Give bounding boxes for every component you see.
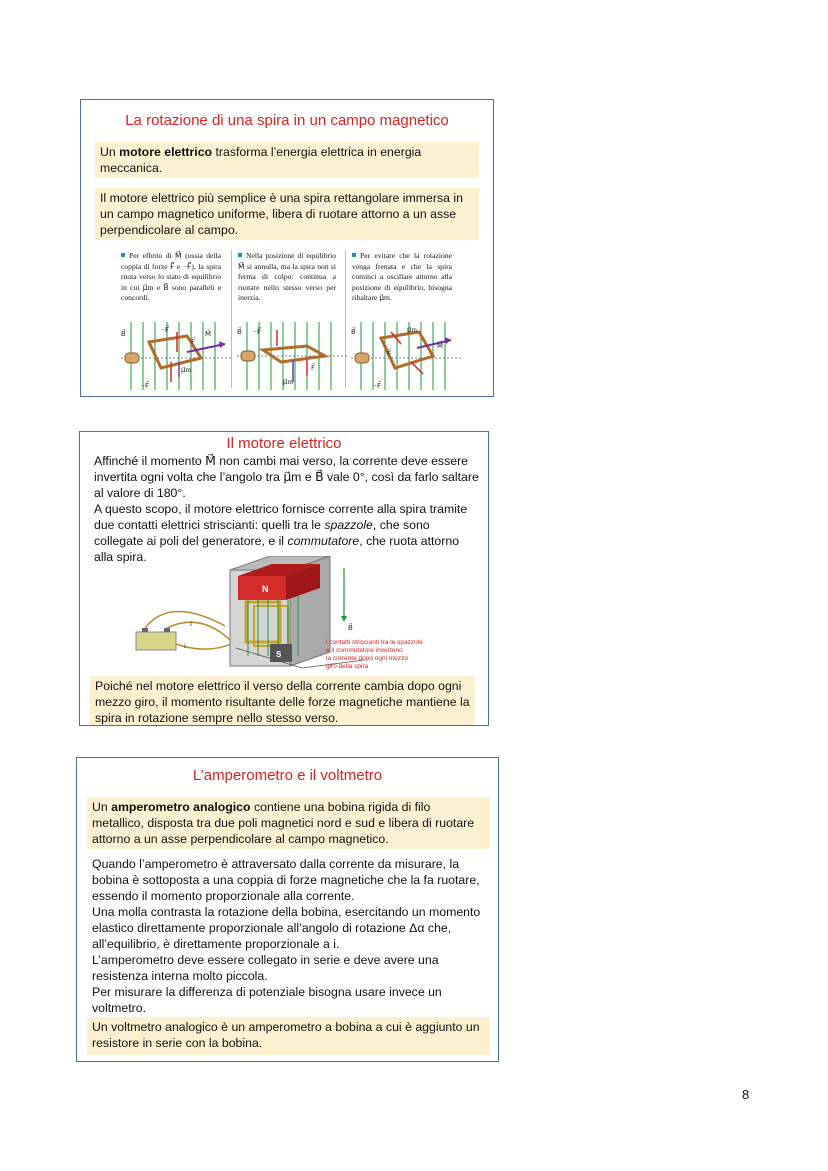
diagram-3 <box>351 322 461 390</box>
bullet-icon <box>121 253 125 257</box>
caption-line-1: i contatti striscianti tra le spazzole <box>326 639 423 646</box>
bullet-icon <box>352 253 356 257</box>
spira-diagrams <box>121 322 461 392</box>
amperometro-text <box>92 856 492 1016</box>
paragraph-momento: Affinché il momento M⃗ non cambi mai verso, la corrente deve essere invertita ogni volta che l’angolo tra μ⃗m e B⃗ vale 0°, così da farlo saltare al valore di 180°. <box>94 454 479 500</box>
mu-label: μ⃗m <box>283 378 293 386</box>
description-box: Il motore elettrico più semplice è una spira rettangolare immersa in un campo magnetico uniforme, libera di ruotare attorno a un asse perpendicolare al campo. <box>95 188 479 240</box>
magnet-south-label: S <box>276 650 282 659</box>
paragraph-corrente: Quando l’amperometro è attraversato dalla corrente da misurare, la bobina è sottoposta a una coppia di forze magnetiche che la fa ruotare, essendo il momento proporzionale alla corrente. <box>92 857 480 903</box>
f-label: F⃗ <box>311 364 316 372</box>
definition-box: Un motore elettrico trasforma l’energia elettrica in energia meccanica. <box>95 142 479 178</box>
b-label: B⃗ <box>351 328 356 336</box>
current-label-2: i <box>184 642 186 650</box>
column-text-3: Per evitare che la rotazione venga frenata e che la spira cominci a oscillare attorno alla posizione di equilibrio, bisogna ribaltare μ⃗m. <box>352 251 452 303</box>
slide-title: La rotazione di una spira in un campo magnetico <box>125 112 449 129</box>
diagram-1 <box>121 322 231 390</box>
minus-f-label: −F⃗ <box>373 382 381 390</box>
paragraph-molla: Una molla contrasta la rotazione della bobina, esercitando un momento elastico direttamente proporzionale all’angolo di rotazione Δα che, all’equilibrio, è direttamente proporzionale a i. <box>92 905 481 951</box>
m-label: M⃗ <box>437 342 444 350</box>
voltmetro-definition-box: Un voltmetro analogico è un amperometro a bobina a cui è aggiunto un resistore in serie con la bobina. <box>87 1017 490 1055</box>
mu-label: μ⃗m <box>181 366 191 374</box>
b-label: B⃗ <box>348 624 353 632</box>
magnet-north-label: N <box>262 584 269 594</box>
slide-title: L’amperometro e il voltmetro <box>192 767 383 784</box>
paragraph-contatti: A questo scopo, il motore elettrico fornisce corrente alla spira tramite due contatti elettrici striscianti: quelli tra le spazzole, che sono collegate ai poli del generatore, e il commutatore, che ruota attorno alla spira. <box>94 502 468 564</box>
page-number: 8 <box>742 1087 750 1102</box>
slide-motore-elettrico <box>79 431 489 726</box>
mu-label: μ⃗m <box>407 326 417 334</box>
slide-title: Il motore elettrico <box>226 435 342 452</box>
column-text-2: Nella posizione di equilibrio M⃗ si annulla, ma la spira non si ferma di colpo: continua a ruotare nello stesso verso per inerzia. <box>238 251 336 303</box>
m-label: M⃗ <box>205 330 212 338</box>
b-label: B⃗ <box>121 330 126 338</box>
b-label: B⃗ <box>237 328 242 336</box>
conclusion-box: Poiché nel motore elettrico il verso della corrente cambia dopo ogni mezzo giro, il momento risultante delle forze magnetiche mantiene la spira in rotazione sempre nello stesso verso. <box>90 676 475 725</box>
caption-line-3: la corrente dopo ogni mezzo <box>326 655 409 662</box>
caption-line-2: e il commutatore invertono <box>326 647 403 654</box>
minus-f-label-bottom: −F⃗ <box>141 382 149 390</box>
f-label: F⃗ <box>191 338 196 346</box>
bullet-icon <box>238 253 242 257</box>
minus-f-label: −F⃗ <box>253 328 261 336</box>
paragraph-serie: L’amperometro deve essere collegato in serie e deve avere una resistenza interna molto piccola. <box>92 953 439 983</box>
caption-line-4: giro della spira <box>326 663 369 670</box>
f-label: F⃗ <box>387 350 392 358</box>
motore-text <box>94 453 479 565</box>
current-label: i <box>190 620 192 628</box>
column-text-1: Per effetto di M⃗ (ossia della coppia di forze F⃗ e −F⃗), la spira ruota verso lo stato di equilibrio in cui μ⃗m e B⃗ sono paralleli e concordi. <box>121 251 221 303</box>
amperometro-definition-box: Un amperometro analogico contiene una bobina rigida di filo metallico, disposta tra due poli magnetici nord e sud e libera di ruotare attorno a un asse perpendicolare al campo magnetico. <box>87 797 490 849</box>
paragraph-voltmetro: Per misurare la differenza di potenziale bisogna usare invece un voltmetro. <box>92 985 442 1015</box>
motore-illustration <box>130 556 440 672</box>
minus-f-label: −F⃗ <box>161 326 169 334</box>
slide-amperometro-voltmetro <box>76 757 499 1062</box>
slide-rotazione-spira <box>80 99 494 397</box>
diagram-2 <box>237 322 347 390</box>
